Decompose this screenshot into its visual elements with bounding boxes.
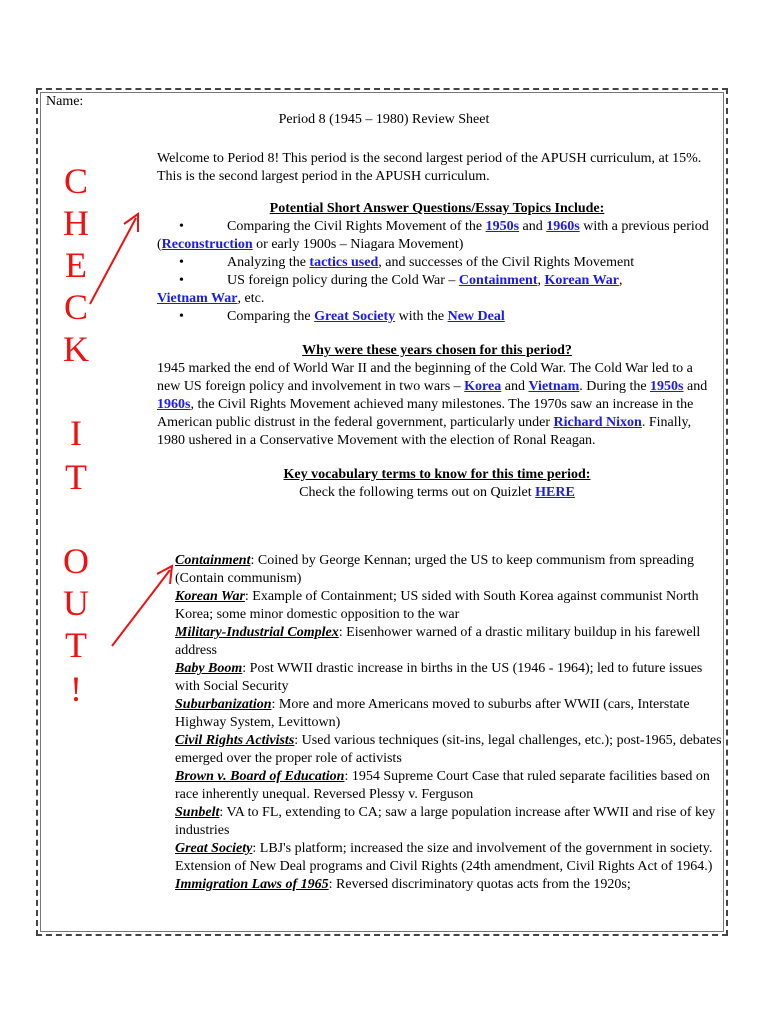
vocab-definition: : Reversed discriminatory quotas acts from the 1920s; [328, 877, 631, 892]
main-content [157, 150, 717, 502]
side-letter: T [65, 625, 87, 665]
vocab-item [175, 660, 723, 696]
link-vietnam[interactable]: Vietnam [528, 379, 580, 394]
side-letter: C [63, 287, 88, 327]
vocab-definition: : Eisenhower warned of a drastic military buildup in his farewell address [175, 625, 701, 658]
arrow-upper-icon [90, 214, 138, 304]
sheet-title: Period 8 (1945 – 1980) Review Sheet [278, 112, 490, 127]
text: with the [395, 309, 448, 324]
name-label: Name: [46, 94, 84, 109]
topic-bullet [157, 308, 717, 326]
topic-bullet [157, 218, 717, 254]
text: , etc. [237, 291, 265, 306]
vocab-item [175, 552, 723, 588]
link-containment[interactable]: Containment [458, 273, 538, 288]
side-letter: C [63, 161, 88, 201]
text: and [683, 379, 708, 394]
vocab-term: Sunbelt [175, 805, 220, 820]
text: Comparing the [227, 309, 315, 324]
bullet-text [157, 308, 717, 326]
text: Check the following terms out on Quizlet [299, 485, 536, 500]
text: 1945 marked the end of World War II and the beginning of the Cold War. The Cold War led to a new US foreign policy and involvement in two wars – [157, 361, 693, 394]
text: Analyzing the [227, 255, 310, 270]
bullet-dot: • [179, 309, 184, 324]
vocab-term: Great Society [175, 841, 253, 856]
why-paragraph [157, 360, 717, 450]
vocab-item [175, 624, 723, 660]
link-richard-nixon[interactable]: Richard Nixon [553, 415, 642, 430]
vocab-item [175, 696, 723, 732]
vocab-item [175, 732, 723, 768]
text: and [501, 379, 529, 394]
bullet-text [157, 272, 717, 308]
bullet-dot: • [179, 255, 184, 270]
link-1960s[interactable]: 1960s [157, 397, 191, 412]
link-quizlet-here[interactable]: HERE [535, 485, 575, 500]
text: , [537, 273, 545, 288]
link-reconstruction[interactable]: Reconstruction [161, 237, 253, 252]
vocab-item [175, 768, 723, 804]
link-korea[interactable]: Korea [464, 379, 502, 394]
vocab-definition: : More and more Americans moved to suburbs after WWII (cars, Interstate Highway System, Levittown) [175, 697, 690, 730]
link-1950s[interactable]: 1950s [650, 379, 684, 394]
vocab-term: Military-Industrial Complex [175, 625, 339, 640]
side-letter: ! [70, 669, 82, 709]
side-letter: H [63, 203, 89, 243]
why-heading: Why were these years chosen for this period? [302, 343, 572, 358]
side-letter: U [63, 583, 89, 623]
vocab-definition: : 1954 Supreme Court Case that ruled separate facilities based on race inherently unequal. Reversed Plessy v. Ferguson [175, 769, 710, 802]
vocab-item [175, 588, 723, 624]
side-letter: I [70, 413, 82, 453]
text: , [619, 273, 623, 288]
link-1960s[interactable]: 1960s [546, 219, 580, 234]
text: or early 1900s – Niagara Movement) [252, 237, 464, 252]
vocab-term: Baby Boom [175, 661, 243, 676]
text: Comparing the Civil Rights Movement of the [227, 219, 486, 234]
vocab-definition: : Used various techniques (sit-ins, legal challenges, etc.); post-1965, debates emerged over the proper role of activists [175, 733, 722, 766]
link-1950s[interactable]: 1950s [485, 219, 520, 234]
text: with a previous period ( [157, 219, 709, 252]
side-letter: O [63, 541, 89, 581]
vocab-definition: : LBJ's platform; increased the size and involvement of the government in society. Extension of New Deal programs and Civil Rights (24th amendment, Civil Rights Act of 1964.) [175, 841, 713, 874]
bullet-dot: • [179, 273, 184, 288]
text: . Finally, 1980 ushered in a Conservative Movement with the election of Ronal Reagan. [157, 415, 692, 448]
intro-paragraph: Welcome to Period 8! This period is the second largest period of the APUSH curriculum, at 15%. This is the second largest period in the APUSH curriculum. [157, 151, 702, 184]
text: . During the [579, 379, 651, 394]
side-letter: K [63, 329, 89, 369]
vocab-definition: : Coined by George Kennan; urged the US to keep communism from spreading (Contain communism) [175, 553, 694, 586]
vocab-definition: : Example of Containment; US sided with South Korea against communist North Korea; some minor domestic opposition to the war [175, 589, 699, 622]
vocab-item [175, 876, 723, 894]
side-letter: T [65, 457, 87, 497]
text: , and successes of the Civil Rights Movement [378, 255, 635, 270]
bullet-text [157, 254, 717, 272]
topic-bullet [157, 254, 717, 272]
text: US foreign policy during the Cold War – [227, 273, 459, 288]
vocab-heading: Key vocabulary terms to know for this time period: [283, 467, 591, 482]
vocab-term: Civil Rights Activists [175, 733, 295, 748]
side-letter: E [65, 245, 87, 285]
link-korean-war[interactable]: Korean War [544, 273, 620, 288]
vocab-term: Immigration Laws of 1965 [175, 877, 329, 892]
vocab-definition: : Post WWII drastic increase in births in the US (1946 - 1964); led to future issues with Social Security [175, 661, 703, 694]
link-vietnam-war[interactable]: Vietnam War [157, 291, 238, 306]
link-new-deal[interactable]: New Deal [447, 309, 505, 324]
vocab-list [175, 552, 723, 894]
vocab-term: Containment [175, 553, 251, 568]
vocab-item [175, 840, 723, 876]
topic-bullet [157, 272, 717, 308]
vocab-item [175, 804, 723, 840]
arrow-lower-icon [112, 566, 172, 646]
bullet-text [157, 218, 717, 254]
vocab-term: Korean War [175, 589, 245, 604]
vocab-term: Brown v. Board of Education [175, 769, 345, 784]
link-tactics-used[interactable]: tactics used [309, 255, 379, 270]
topics-heading: Potential Short Answer Questions/Essay Topics Include: [269, 201, 605, 216]
text: and [519, 219, 547, 234]
text: , the Civil Rights Movement achieved many milestones. The 1970s saw an increase in the American public distrust in the federal government, particularly under [157, 397, 694, 430]
quizlet-line [157, 484, 717, 502]
vocab-term: Suburbanization [175, 697, 272, 712]
bullet-dot: • [179, 219, 184, 234]
vocab-definition: : VA to FL, extending to CA; saw a large population increase after WWII and rise of key industries [175, 805, 716, 838]
link-great-society[interactable]: Great Society [314, 309, 396, 324]
